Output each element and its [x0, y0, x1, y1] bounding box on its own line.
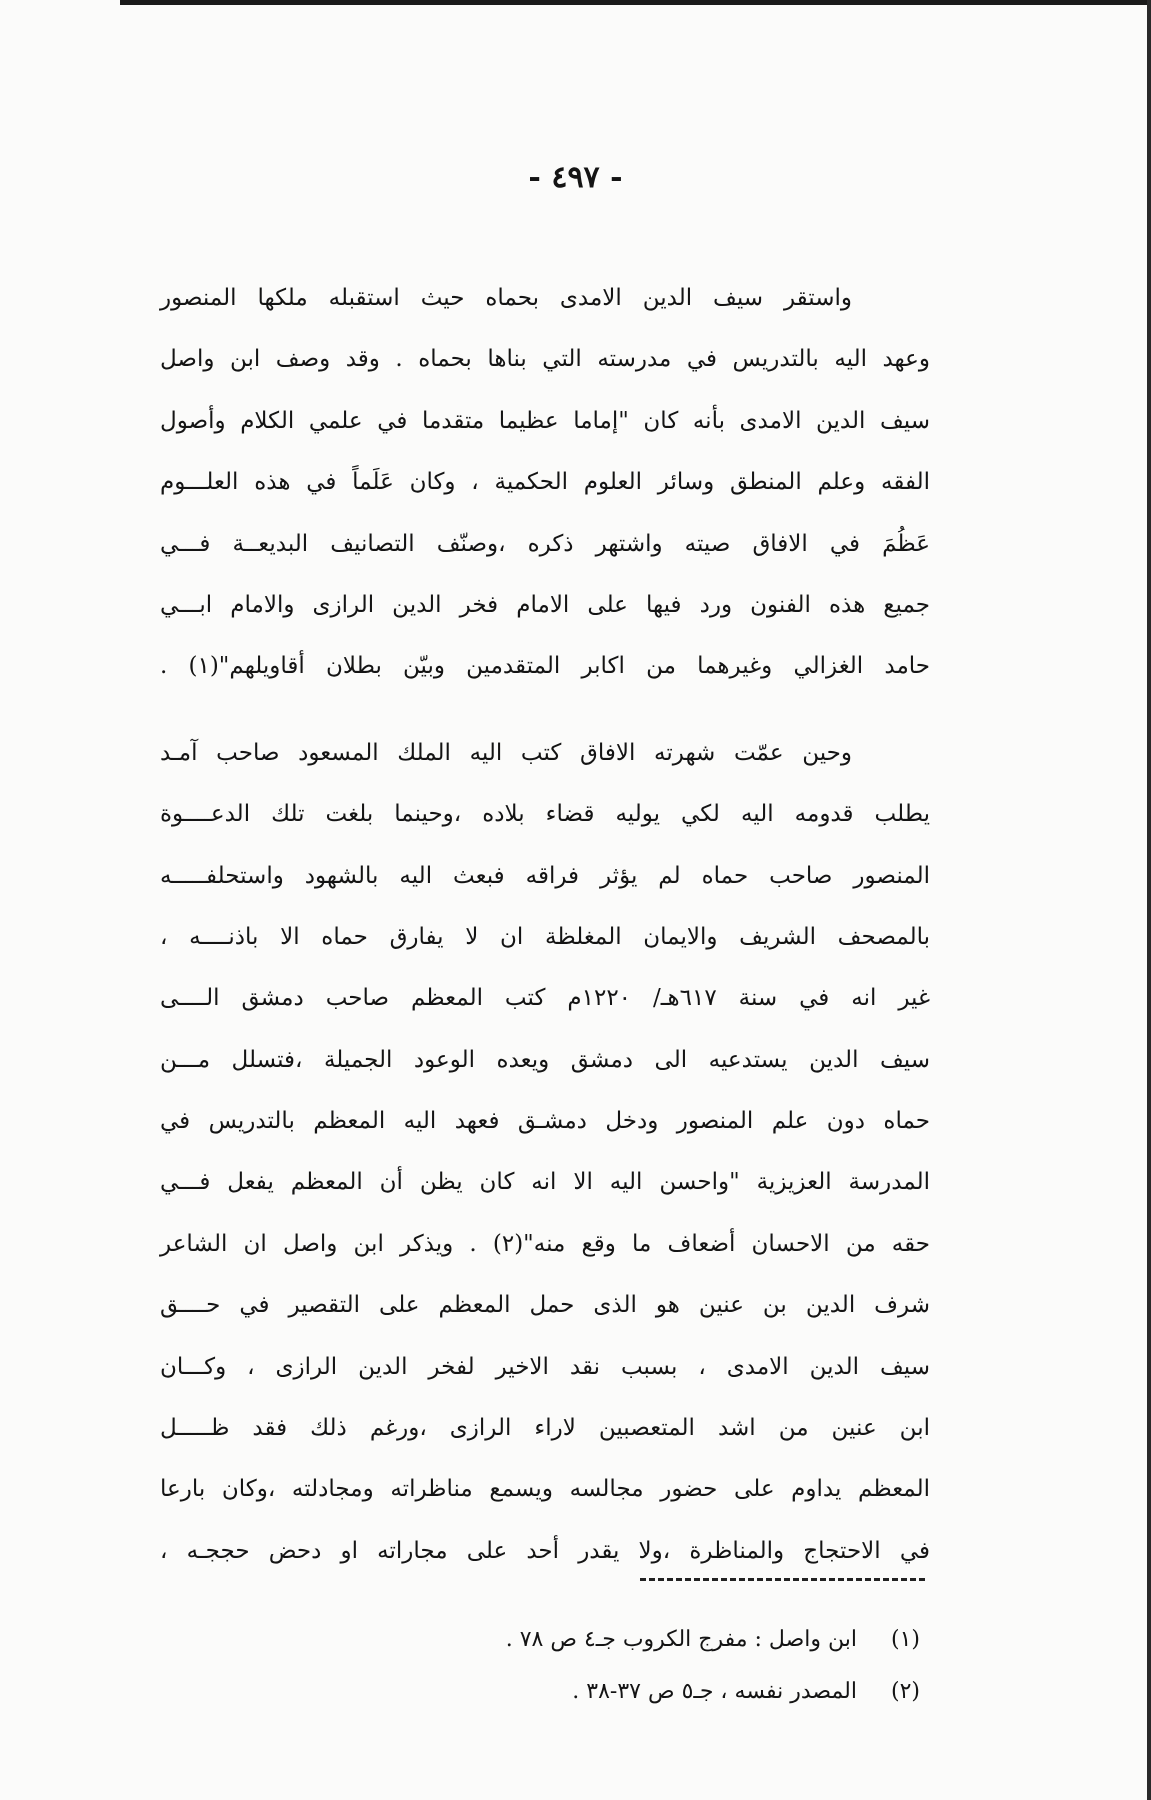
text-line: حامد الغزالي وغيرهما من اكابر المتقدمين وبيّن بطلان أقاويلهم"(١) .	[160, 653, 930, 680]
text-line: المدرسة العزيزية "واحسن اليه الا انه كان يظن أن المعظم يفعل فـــي	[160, 1169, 930, 1196]
text-line: وحين عمّت شهرته الافاق كتب اليه الملك المسعود صاحب آمـد	[160, 739, 852, 766]
text-line: وعهد اليه بالتدريس في مدرسته التي بناها بحماه . وقد وصف ابن واصل	[160, 346, 930, 373]
text-line: الفقه وعلم المنطق وسائر العلوم الحكمية ، وكان عَلَماً في هذه العلـــوم	[160, 469, 930, 496]
text-line: سيف الدين الامدى ، بسبب نقد الاخير لفخر الدين الرازى ، وكـــان	[160, 1353, 930, 1380]
scan-edge-top	[120, 0, 1151, 5]
footnote-marker: (٢)	[890, 1679, 920, 1704]
text-line: حماه دون علم المنصور ودخل دمشـق فعهد اليه المعظم بالتدريس في	[160, 1108, 930, 1135]
text-line: غير انه في سنة ٦١٧هـ/ ١٢٢٠م كتب المعظم صاحب دمشق الــــى	[160, 985, 930, 1012]
body-text	[160, 268, 930, 1582]
text-line: شرف الدين بن عنين هو الذى حمل المعظم على التقصير في حــــق	[160, 1292, 930, 1319]
text-line: بالمصحف الشريف والايمان المغلظة ان لا يفارق حماه الا باذنــــه ،	[160, 923, 930, 950]
text-line: في الاحتجاج والمناظرة ،ولا يقدر أحد على مجاراته او دحض حججـه ،	[160, 1537, 930, 1564]
text-line: يطلب قدومه اليه لكي يوليه قضاء بلاده ،وحينما بلغت تلك الدعــــوة	[160, 801, 930, 828]
footnote-1	[300, 1614, 920, 1666]
footnote-text: ابن واصل : مفرج الكروب جـ٤ ص ٧٨ .	[505, 1627, 857, 1652]
footnote-marker: (١)	[890, 1627, 920, 1652]
text-line: حقه من الاحسان أضعاف ما وقع منه"(٢) . ويذكر ابن واصل ان الشاعر	[160, 1230, 930, 1257]
text-line: المعظم يداوم على حضور مجالسه ويسمع مناظراته ومجادلته ،وكان بارعا	[160, 1476, 930, 1503]
paragraph-gap	[160, 698, 930, 723]
footnote-text: المصدر نفسه ، جـ٥ ص ٣٧-٣٨ .	[572, 1679, 857, 1704]
page-number: - ٤٩٧ -	[528, 160, 623, 195]
footnotes	[300, 1614, 920, 1718]
footnote-separator	[640, 1578, 925, 1581]
paragraph-2	[160, 723, 930, 1582]
scan-edge-right	[1147, 0, 1151, 1800]
text-line: واستقر سيف الدين الامدى بحماه حيث استقبله ملكها المنصور	[160, 285, 852, 311]
text-line: سيف الدين الامدى بأنه كان "إماما عظيما متقدما في علمي الكلام وأصول	[160, 407, 930, 434]
text-line: جميع هذه الفنون ورد فيها على الامام فخر الدين الرازى والامام ابـــي	[160, 591, 930, 618]
text-line: سيف الدين يستدعيه الى دمشق ويعده الوعود الجميلة ،فتسلل مـــن	[160, 1046, 930, 1073]
text-line: ابن عنين من اشد المتعصبين لاراء الرازى ،ورغم ذلك فقد ظـــــل	[160, 1415, 930, 1442]
text-line: المنصور صاحب حماه لم يؤثر فراقه فبعث اليه بالشهود واستحلفـــــه	[160, 862, 930, 889]
paragraph-1	[160, 268, 930, 698]
text-line: عَظُمَ في الافاق صيته واشتهر ذكره ،وصنّف التصانيف البديعــة فـــي	[160, 530, 930, 557]
footnote-2	[300, 1666, 920, 1718]
